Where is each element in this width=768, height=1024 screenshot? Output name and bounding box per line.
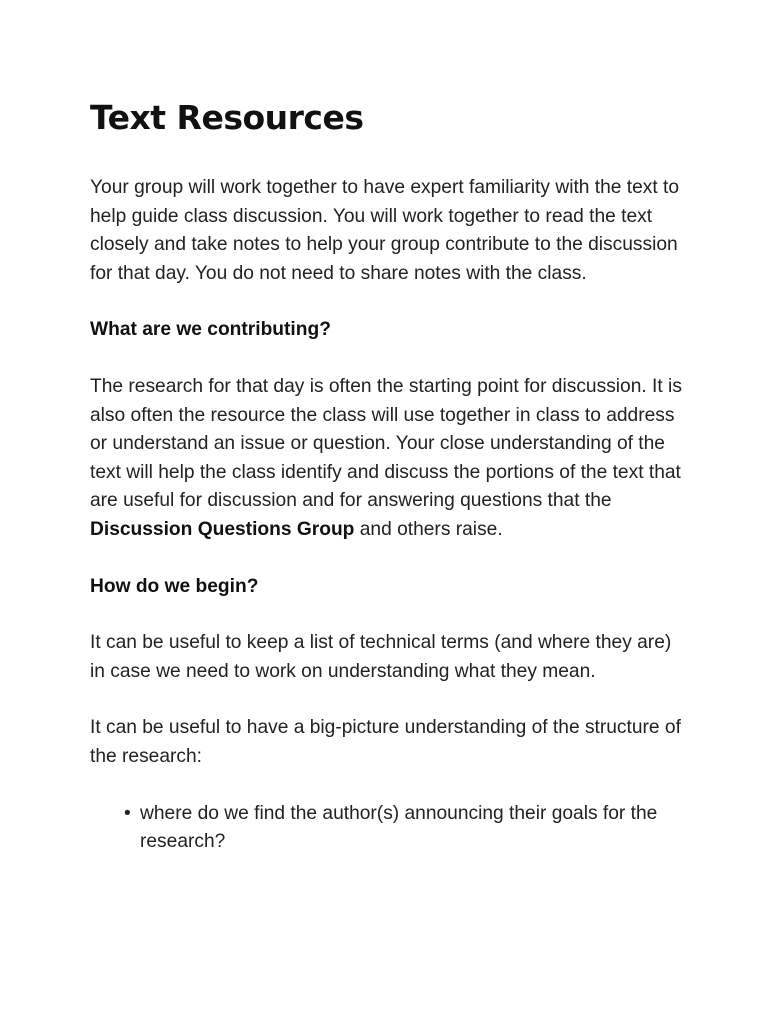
contributing-paragraph [90, 373, 690, 545]
contributing-heading: What are we contributing? [90, 319, 331, 341]
contributing-text-start: The research for that day is often the starting point for discussion. It is also often the resource the class will use together in class to address or understand an issue or question. Your close understanding of the text will help the class identify and discuss the portions of the text that are useful for discussion and for answering questions that the [90, 375, 682, 512]
document-page [90, 92, 690, 857]
bullet-icon: • [124, 802, 131, 824]
intro-paragraph: Your group will work together to have expert familiarity with the text to help guide class discussion. You will work together to read the text closely and take notes to help your group contribute to the discussion for that day. You do not need to share notes with the class. [90, 177, 680, 284]
structure-bullet-list [90, 800, 690, 857]
discussion-questions-group-bold: Discussion Questions Group [90, 518, 355, 540]
list-item [124, 800, 690, 857]
list-item-text: where do we find the author(s) announcing their goals for the research? [140, 802, 658, 853]
contributing-text-end: and others raise. [354, 518, 503, 540]
page-title: Text Resources [90, 98, 364, 137]
technical-terms-paragraph: It can be useful to keep a list of technical terms (and where they are) in case we need to work on understanding what they mean. [90, 632, 672, 682]
begin-heading: How do we begin? [90, 575, 259, 597]
big-picture-paragraph: It can be useful to have a big-picture understanding of the structure of the research: [90, 717, 681, 767]
